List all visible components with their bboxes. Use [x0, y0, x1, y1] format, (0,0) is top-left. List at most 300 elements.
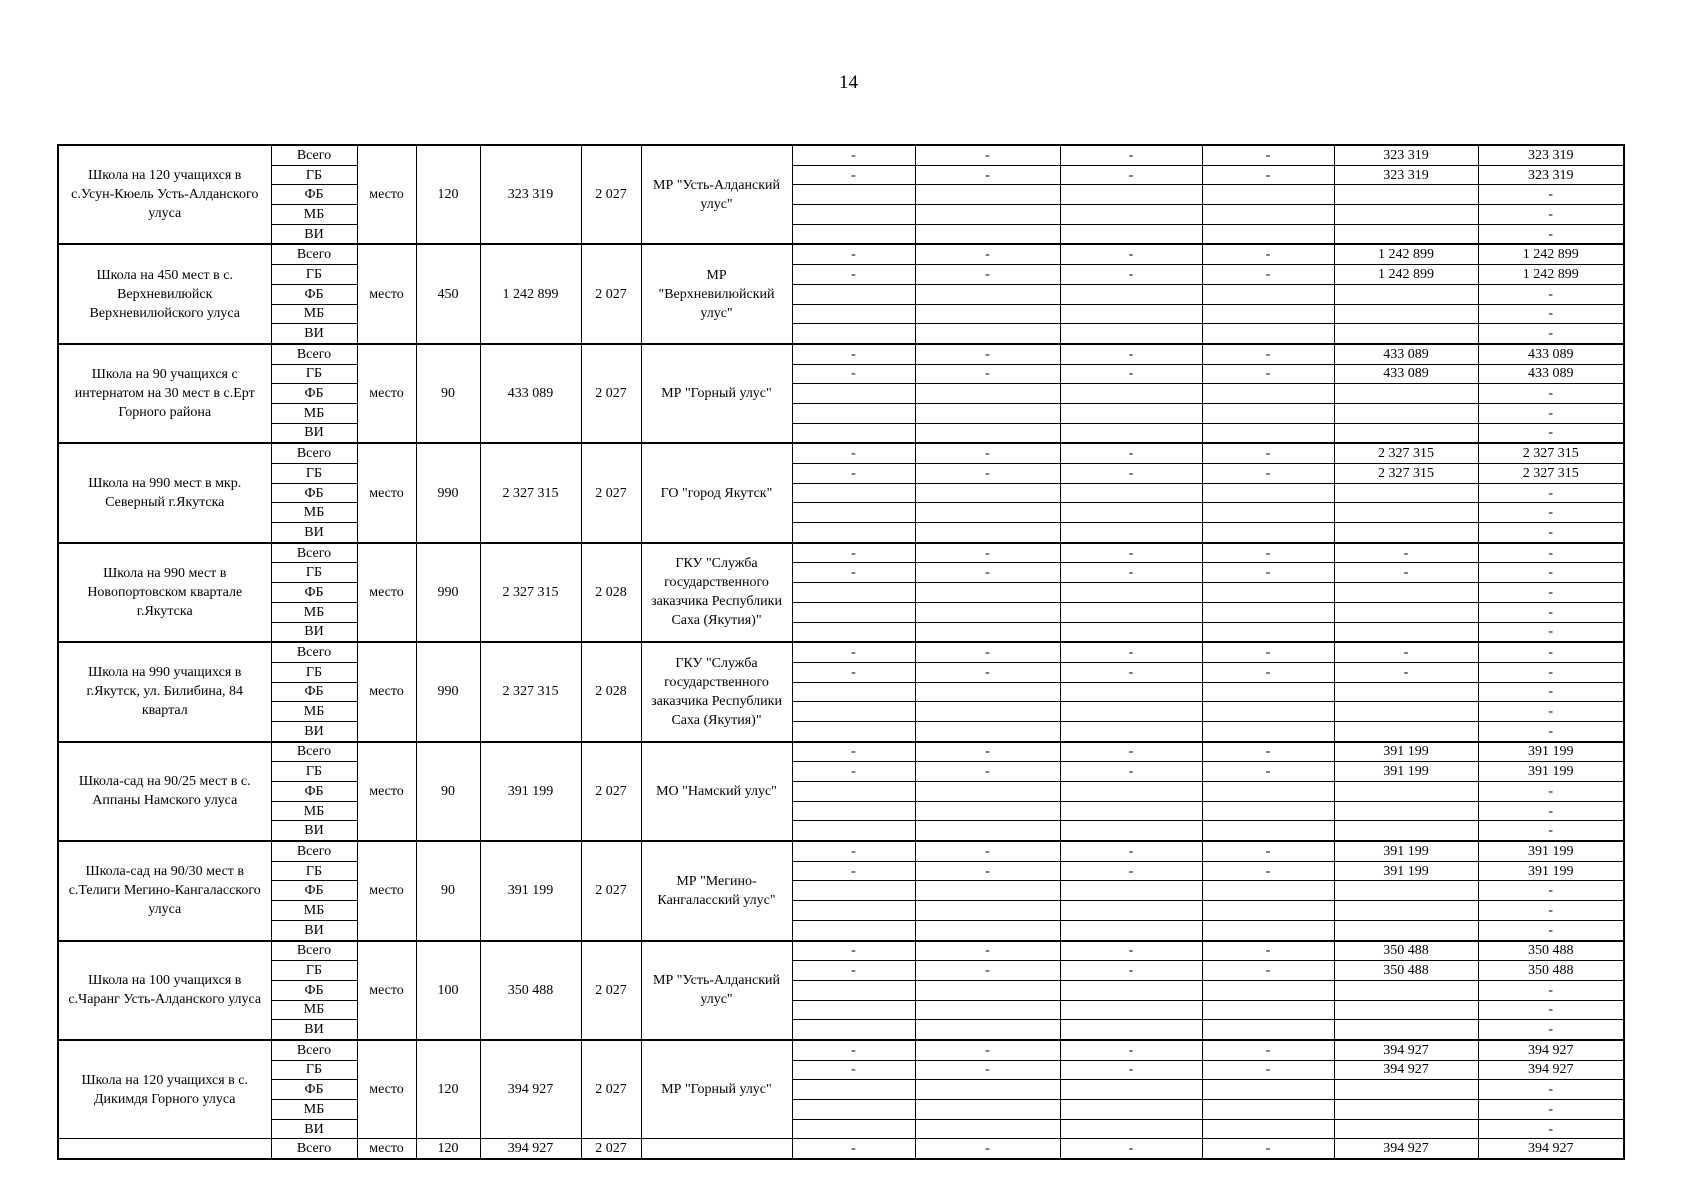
- object-name-cell: Школа на 100 учащихся в с.Чаранг Усть-Алданского улуса: [58, 941, 271, 1040]
- amount-cell: [1334, 1000, 1478, 1020]
- amount-cell: 2 327 315: [1334, 464, 1478, 484]
- table-row: [58, 1080, 1624, 1100]
- amount-cell: -: [1060, 244, 1202, 264]
- amount-cell: -: [1334, 563, 1478, 583]
- amount-cell: -: [792, 344, 915, 364]
- table-row: [58, 483, 1624, 503]
- table-row: [58, 881, 1624, 901]
- amount-cell: -: [792, 165, 915, 185]
- funding-source-cell: ФБ: [271, 185, 357, 205]
- unit-cell: место: [357, 642, 416, 741]
- budget-table: [57, 144, 1625, 1160]
- table-row: [58, 702, 1624, 722]
- amount-cell: [1334, 304, 1478, 324]
- funding-source-cell: ФБ: [271, 782, 357, 802]
- table-row: [58, 543, 1624, 563]
- amount-cell: [1060, 801, 1202, 821]
- funding-source-cell: ГБ: [271, 165, 357, 185]
- amount-cell: -: [1060, 443, 1202, 463]
- amount-cell: 433 089: [1334, 344, 1478, 364]
- table-row: [58, 324, 1624, 344]
- funding-source-cell: Всего: [271, 941, 357, 961]
- year-cell: 2 027: [581, 841, 641, 940]
- amount-cell: [1202, 423, 1334, 443]
- amount-cell: -: [1060, 543, 1202, 563]
- table-row: [58, 721, 1624, 741]
- amount-cell: [1060, 403, 1202, 423]
- amount-cell: 391 199: [1478, 762, 1624, 782]
- funding-source-cell: ГБ: [271, 961, 357, 981]
- amount-cell: [1202, 304, 1334, 324]
- amount-cell: -: [1478, 284, 1624, 304]
- amount-cell: [792, 721, 915, 741]
- amount-cell: 391 199: [1334, 762, 1478, 782]
- object-name-cell: [58, 1139, 271, 1159]
- year-cell: 2 027: [581, 244, 641, 343]
- amount-cell: [792, 622, 915, 642]
- table-row: [58, 662, 1624, 682]
- amount-cell: [792, 682, 915, 702]
- amount-cell: [1060, 324, 1202, 344]
- amount-cell: 433 089: [1478, 364, 1624, 384]
- amount-cell: -: [915, 742, 1060, 762]
- amount-cell: [792, 423, 915, 443]
- amount-cell: 2 327 315: [1478, 443, 1624, 463]
- unit-cell: место: [357, 742, 416, 841]
- table-row: [58, 344, 1624, 364]
- capacity-cell: 990: [416, 443, 480, 542]
- cost-cell: 2 327 315: [480, 642, 581, 741]
- object-name-cell: Школа на 990 учащихся в г.Якутск, ул. Билибина, 84 квартал: [58, 642, 271, 741]
- customer-cell: МР "Усть-Алданский улус": [641, 145, 792, 244]
- customer-cell: ГКУ "Служба государственного заказчика Республики Саха (Якутия)": [641, 543, 792, 642]
- table-row: [58, 464, 1624, 484]
- table-row: [58, 443, 1624, 463]
- amount-cell: -: [1478, 721, 1624, 741]
- funding-source-cell: ВИ: [271, 324, 357, 344]
- amount-cell: [1060, 682, 1202, 702]
- amount-cell: [1060, 821, 1202, 841]
- amount-cell: [1202, 801, 1334, 821]
- amount-cell: -: [1060, 145, 1202, 165]
- funding-source-cell: ВИ: [271, 523, 357, 543]
- amount-cell: [1060, 1119, 1202, 1139]
- amount-cell: -: [1060, 762, 1202, 782]
- amount-cell: -: [1202, 861, 1334, 881]
- amount-cell: [915, 702, 1060, 722]
- amount-cell: [1060, 284, 1202, 304]
- cost-cell: 323 319: [480, 145, 581, 244]
- customer-cell: ГКУ "Служба государственного заказчика Республики Саха (Якутия)": [641, 642, 792, 741]
- funding-source-cell: ГБ: [271, 662, 357, 682]
- funding-source-cell: ФБ: [271, 483, 357, 503]
- funding-source-cell: Всего: [271, 1139, 357, 1159]
- table-body: [58, 145, 1624, 1159]
- amount-cell: [1202, 1020, 1334, 1040]
- amount-cell: -: [1478, 901, 1624, 921]
- table-row: [58, 782, 1624, 802]
- amount-cell: [1202, 384, 1334, 404]
- amount-cell: [1202, 224, 1334, 244]
- table-row: [58, 901, 1624, 921]
- amount-cell: [1334, 622, 1478, 642]
- funding-source-cell: МБ: [271, 503, 357, 523]
- amount-cell: [915, 721, 1060, 741]
- funding-source-cell: ГБ: [271, 563, 357, 583]
- table-row: [58, 244, 1624, 264]
- amount-cell: -: [1202, 244, 1334, 264]
- amount-cell: -: [915, 464, 1060, 484]
- table-row: [58, 224, 1624, 244]
- amount-cell: -: [1478, 602, 1624, 622]
- table-row: [58, 821, 1624, 841]
- amount-cell: 394 927: [1478, 1060, 1624, 1080]
- table-row: [58, 205, 1624, 225]
- amount-cell: -: [1060, 1060, 1202, 1080]
- funding-source-cell: Всего: [271, 145, 357, 165]
- table-row: [58, 602, 1624, 622]
- amount-cell: [792, 503, 915, 523]
- amount-cell: -: [1202, 265, 1334, 285]
- amount-cell: -: [1478, 1119, 1624, 1139]
- funding-source-cell: ГБ: [271, 861, 357, 881]
- table-row: [58, 583, 1624, 603]
- amount-cell: [792, 980, 915, 1000]
- amount-cell: [792, 920, 915, 940]
- unit-cell: место: [357, 145, 416, 244]
- capacity-cell: 990: [416, 642, 480, 741]
- table-row: [58, 1060, 1624, 1080]
- customer-cell: МР "Усть-Алданский улус": [641, 941, 792, 1040]
- capacity-cell: 990: [416, 543, 480, 642]
- amount-cell: -: [1202, 344, 1334, 364]
- customer-cell: ГО "город Якутск": [641, 443, 792, 542]
- amount-cell: [1060, 782, 1202, 802]
- funding-source-cell: МБ: [271, 901, 357, 921]
- amount-cell: [1202, 185, 1334, 205]
- customer-cell: МР "Мегино-Кангаласский улус": [641, 841, 792, 940]
- unit-cell: место: [357, 443, 416, 542]
- unit-cell: место: [357, 1040, 416, 1139]
- amount-cell: -: [792, 861, 915, 881]
- amount-cell: [1202, 901, 1334, 921]
- funding-source-cell: МБ: [271, 1000, 357, 1020]
- amount-cell: -: [1478, 682, 1624, 702]
- customer-cell: МР "Горный улус": [641, 344, 792, 443]
- amount-cell: -: [1334, 662, 1478, 682]
- amount-cell: 391 199: [1334, 861, 1478, 881]
- amount-cell: -: [1478, 1000, 1624, 1020]
- funding-source-cell: ФБ: [271, 384, 357, 404]
- capacity-cell: 120: [416, 1139, 480, 1159]
- amount-cell: [1334, 403, 1478, 423]
- cost-cell: 2 327 315: [480, 443, 581, 542]
- object-name-cell: Школа на 120 учащихся в с. Дикимдя Горного улуса: [58, 1040, 271, 1139]
- amount-cell: -: [1202, 145, 1334, 165]
- table-row: [58, 1100, 1624, 1120]
- table-row: [58, 980, 1624, 1000]
- amount-cell: 394 927: [1478, 1139, 1624, 1159]
- amount-cell: -: [1478, 980, 1624, 1000]
- amount-cell: -: [1202, 443, 1334, 463]
- amount-cell: -: [1478, 702, 1624, 722]
- amount-cell: -: [915, 364, 1060, 384]
- amount-cell: [915, 602, 1060, 622]
- amount-cell: [1334, 702, 1478, 722]
- amount-cell: 350 488: [1334, 941, 1478, 961]
- amount-cell: [915, 821, 1060, 841]
- amount-cell: [1202, 503, 1334, 523]
- amount-cell: [1202, 483, 1334, 503]
- amount-cell: -: [792, 762, 915, 782]
- amount-cell: [1334, 901, 1478, 921]
- amount-cell: -: [915, 642, 1060, 662]
- customer-cell: МР "Горный улус": [641, 1040, 792, 1139]
- amount-cell: -: [1334, 642, 1478, 662]
- table-row: [58, 145, 1624, 165]
- amount-cell: -: [1478, 304, 1624, 324]
- amount-cell: [792, 702, 915, 722]
- cost-cell: 394 927: [480, 1139, 581, 1159]
- amount-cell: [915, 205, 1060, 225]
- amount-cell: [1202, 622, 1334, 642]
- amount-cell: [915, 523, 1060, 543]
- capacity-cell: 120: [416, 145, 480, 244]
- amount-cell: -: [1478, 801, 1624, 821]
- amount-cell: -: [915, 145, 1060, 165]
- amount-cell: [915, 284, 1060, 304]
- funding-source-cell: Всего: [271, 443, 357, 463]
- amount-cell: [915, 881, 1060, 901]
- table-row: [58, 801, 1624, 821]
- table-row: [58, 920, 1624, 940]
- amount-cell: -: [792, 941, 915, 961]
- amount-cell: -: [792, 244, 915, 264]
- amount-cell: [1334, 284, 1478, 304]
- funding-source-cell: ГБ: [271, 1060, 357, 1080]
- table-row: [58, 403, 1624, 423]
- amount-cell: -: [915, 165, 1060, 185]
- amount-cell: [915, 423, 1060, 443]
- year-cell: 2 027: [581, 941, 641, 1040]
- amount-cell: 1 242 899: [1478, 244, 1624, 264]
- table-row: [58, 563, 1624, 583]
- funding-source-cell: ВИ: [271, 1119, 357, 1139]
- funding-source-cell: Всего: [271, 642, 357, 662]
- cost-cell: 433 089: [480, 344, 581, 443]
- amount-cell: [1334, 483, 1478, 503]
- cost-cell: 350 488: [480, 941, 581, 1040]
- funding-source-cell: ФБ: [271, 980, 357, 1000]
- amount-cell: [915, 503, 1060, 523]
- amount-cell: [792, 901, 915, 921]
- year-cell: 2 027: [581, 443, 641, 542]
- amount-cell: [1334, 1020, 1478, 1040]
- amount-cell: -: [792, 642, 915, 662]
- amount-cell: -: [1202, 961, 1334, 981]
- amount-cell: [1202, 821, 1334, 841]
- table-row: [58, 642, 1624, 662]
- amount-cell: -: [792, 265, 915, 285]
- amount-cell: -: [1202, 1040, 1334, 1060]
- amount-cell: 1 242 899: [1334, 265, 1478, 285]
- table-row: [58, 423, 1624, 443]
- amount-cell: -: [1478, 583, 1624, 603]
- amount-cell: -: [1060, 841, 1202, 861]
- amount-cell: [1334, 185, 1478, 205]
- amount-cell: -: [792, 1139, 915, 1159]
- amount-cell: [1334, 721, 1478, 741]
- amount-cell: -: [1060, 464, 1202, 484]
- funding-source-cell: ГБ: [271, 762, 357, 782]
- amount-cell: -: [1478, 662, 1624, 682]
- amount-cell: -: [1202, 642, 1334, 662]
- funding-source-cell: ФБ: [271, 1080, 357, 1100]
- amount-cell: [1202, 523, 1334, 543]
- amount-cell: -: [1202, 941, 1334, 961]
- year-cell: 2 027: [581, 1139, 641, 1159]
- capacity-cell: 90: [416, 841, 480, 940]
- amount-cell: -: [1202, 464, 1334, 484]
- amount-cell: [792, 1119, 915, 1139]
- funding-source-cell: ФБ: [271, 284, 357, 304]
- object-name-cell: Школа на 450 мест в с. Верхневилюйск Верхневилюйского улуса: [58, 244, 271, 343]
- table-row: [58, 304, 1624, 324]
- amount-cell: -: [1202, 1060, 1334, 1080]
- amount-cell: [915, 384, 1060, 404]
- amount-cell: -: [1478, 403, 1624, 423]
- amount-cell: [1202, 682, 1334, 702]
- amount-cell: 391 199: [1334, 742, 1478, 762]
- amount-cell: -: [1478, 205, 1624, 225]
- cost-cell: 391 199: [480, 742, 581, 841]
- amount-cell: [1334, 503, 1478, 523]
- capacity-cell: 450: [416, 244, 480, 343]
- amount-cell: 2 327 315: [1478, 464, 1624, 484]
- customer-cell: МО "Намский улус": [641, 742, 792, 841]
- amount-cell: -: [1060, 1139, 1202, 1159]
- amount-cell: -: [1202, 364, 1334, 384]
- amount-cell: [1202, 403, 1334, 423]
- customer-cell: [641, 1139, 792, 1159]
- amount-cell: [792, 324, 915, 344]
- object-name-cell: Школа на 120 учащихся в с.Усун-Кюель Усть-Алданского улуса: [58, 145, 271, 244]
- table-row: [58, 284, 1624, 304]
- table-row: [58, 682, 1624, 702]
- amount-cell: [1060, 483, 1202, 503]
- amount-cell: -: [1478, 503, 1624, 523]
- amount-cell: -: [1478, 563, 1624, 583]
- amount-cell: -: [915, 762, 1060, 782]
- funding-source-cell: Всего: [271, 244, 357, 264]
- amount-cell: -: [792, 1040, 915, 1060]
- amount-cell: -: [1060, 662, 1202, 682]
- amount-cell: 2 327 315: [1334, 443, 1478, 463]
- total-row: [58, 1139, 1624, 1159]
- table-row: [58, 185, 1624, 205]
- funding-source-cell: ГБ: [271, 464, 357, 484]
- amount-cell: -: [915, 861, 1060, 881]
- amount-cell: [1060, 1000, 1202, 1020]
- customer-cell: МР "Верхневилюйский улус": [641, 244, 792, 343]
- amount-cell: [792, 602, 915, 622]
- page-number: 14: [839, 72, 858, 93]
- funding-source-cell: МБ: [271, 1100, 357, 1120]
- amount-cell: -: [792, 662, 915, 682]
- amount-cell: [1060, 1080, 1202, 1100]
- amount-cell: 350 488: [1478, 961, 1624, 981]
- amount-cell: [1060, 205, 1202, 225]
- amount-cell: 391 199: [1334, 841, 1478, 861]
- amount-cell: -: [1478, 622, 1624, 642]
- amount-cell: [915, 801, 1060, 821]
- amount-cell: -: [1478, 782, 1624, 802]
- object-name-cell: Школа на 90 учащихся с интернатом на 30 мест в с.Ерт Горного района: [58, 344, 271, 443]
- unit-cell: место: [357, 941, 416, 1040]
- amount-cell: [915, 920, 1060, 940]
- amount-cell: -: [915, 961, 1060, 981]
- amount-cell: -: [792, 145, 915, 165]
- amount-cell: -: [1060, 563, 1202, 583]
- amount-cell: [1202, 284, 1334, 304]
- funding-source-cell: МБ: [271, 602, 357, 622]
- amount-cell: [1060, 1100, 1202, 1120]
- amount-cell: -: [915, 265, 1060, 285]
- amount-cell: 433 089: [1334, 364, 1478, 384]
- amount-cell: -: [792, 961, 915, 981]
- amount-cell: 323 319: [1478, 145, 1624, 165]
- amount-cell: 1 242 899: [1334, 244, 1478, 264]
- amount-cell: 323 319: [1334, 165, 1478, 185]
- funding-source-cell: Всего: [271, 344, 357, 364]
- year-cell: 2 028: [581, 543, 641, 642]
- object-name-cell: Школа-сад на 90/30 мест в с.Телиги Мегино-Кангаласского улуса: [58, 841, 271, 940]
- amount-cell: [915, 682, 1060, 702]
- amount-cell: 323 319: [1334, 145, 1478, 165]
- amount-cell: [915, 483, 1060, 503]
- amount-cell: [1202, 881, 1334, 901]
- amount-cell: 323 319: [1478, 165, 1624, 185]
- object-name-cell: Школа на 990 мест в мкр. Северный г.Якутска: [58, 443, 271, 542]
- amount-cell: [1202, 721, 1334, 741]
- amount-cell: -: [1478, 543, 1624, 563]
- funding-source-cell: Всего: [271, 742, 357, 762]
- amount-cell: [1060, 503, 1202, 523]
- amount-cell: [1202, 1119, 1334, 1139]
- amount-cell: -: [1060, 364, 1202, 384]
- amount-cell: -: [792, 841, 915, 861]
- amount-cell: [915, 1119, 1060, 1139]
- table-row: [58, 165, 1624, 185]
- amount-cell: -: [915, 1040, 1060, 1060]
- amount-cell: -: [1478, 821, 1624, 841]
- amount-cell: [915, 782, 1060, 802]
- amount-cell: -: [1202, 662, 1334, 682]
- amount-cell: -: [792, 543, 915, 563]
- capacity-cell: 120: [416, 1040, 480, 1139]
- funding-source-cell: МБ: [271, 205, 357, 225]
- table-row: [58, 384, 1624, 404]
- year-cell: 2 027: [581, 742, 641, 841]
- amount-cell: [1202, 1000, 1334, 1020]
- funding-source-cell: ФБ: [271, 881, 357, 901]
- amount-cell: -: [1060, 861, 1202, 881]
- amount-cell: [1334, 523, 1478, 543]
- amount-cell: -: [915, 941, 1060, 961]
- unit-cell: место: [357, 344, 416, 443]
- amount-cell: [792, 1020, 915, 1040]
- unit-cell: место: [357, 244, 416, 343]
